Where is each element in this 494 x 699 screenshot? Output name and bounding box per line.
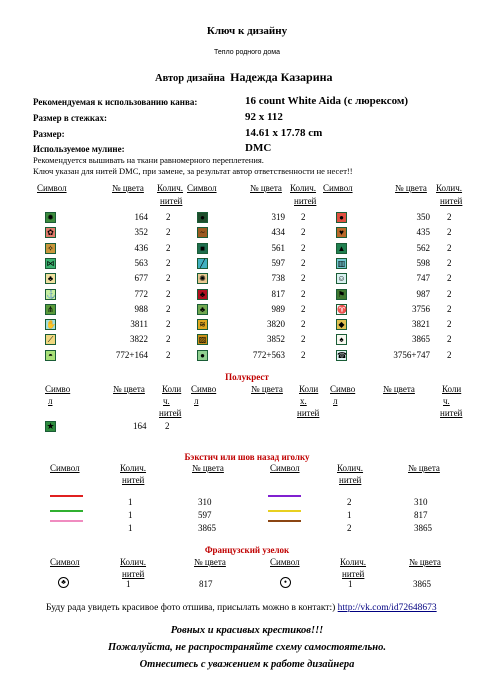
hc-kol-2c: нитей: [297, 408, 320, 418]
canvas-label: Рекомендуемая к использованию канва:: [33, 97, 198, 107]
grass-icon: ⋔: [45, 304, 56, 315]
smile-icon: ☺: [337, 274, 346, 283]
color-number: 3811: [130, 319, 148, 329]
bs-color-1: № цвета: [192, 463, 224, 473]
strand-count: 2: [166, 319, 171, 329]
flower-icon: ✿: [45, 227, 56, 238]
color-number: 435: [416, 227, 430, 237]
strand-count: 2: [447, 304, 452, 314]
fk-symbol-1: Символ: [50, 557, 80, 567]
floss-value: DMC: [245, 142, 272, 154]
strand-count: 2: [166, 227, 171, 237]
fk-color-2: № цвета: [409, 557, 441, 567]
strand-count: 2: [447, 350, 452, 360]
header-strands-3b: нитей: [440, 196, 463, 206]
contact-link[interactable]: http://vk.com/id72648673: [337, 603, 437, 613]
diagonal-icon: ╱: [197, 258, 208, 269]
zigzag-icon: ≋: [197, 319, 208, 330]
color-number: 562: [416, 243, 430, 253]
phone-icon: ☎: [337, 351, 347, 360]
bs-kol-2a: Колич.: [337, 463, 364, 473]
contact-line: [46, 603, 437, 613]
color-number: 3820: [267, 319, 285, 329]
hc-symbol-3a: Симво: [330, 384, 356, 394]
strand-count: 2: [301, 273, 306, 283]
header-color-3: № цвета: [395, 183, 427, 193]
strand-count: 2: [447, 258, 452, 268]
header-strands-1b: нитей: [160, 196, 183, 206]
header-strands-1a: Колич.: [157, 183, 184, 193]
star-icon: ★: [46, 421, 55, 431]
strand-count: 2: [447, 334, 452, 344]
fan-icon: ✺: [197, 273, 208, 284]
fk-symbol-2: Символ: [270, 557, 300, 567]
color-number: 3756: [412, 304, 430, 314]
fish-icon: ◆: [336, 319, 347, 330]
author-block: [155, 70, 333, 85]
bs-strands: 2: [347, 497, 352, 507]
color-number: 772+164: [115, 350, 148, 360]
heart-icon: ♥: [336, 227, 347, 238]
strand-count: 2: [301, 304, 306, 314]
tree-icon: ♣: [197, 304, 208, 315]
hc-kol-1b: ч.: [163, 396, 170, 406]
flag-icon: ⚑: [337, 290, 346, 299]
hc-kol-2b: х.: [300, 396, 307, 406]
book-icon: ▥: [337, 259, 346, 268]
hc-kol-2a: Коли: [299, 384, 319, 394]
bs-kol-2b: нитей: [339, 475, 362, 485]
strand-count: 2: [301, 227, 306, 237]
stripes-icon: ▨: [198, 335, 207, 344]
halfmoon-icon: ◓: [45, 350, 56, 361]
clover-icon: ♣: [58, 577, 69, 588]
header-strands-2a: Колич.: [290, 183, 317, 193]
strand-count: 2: [166, 243, 171, 253]
bs-color: 597: [198, 510, 212, 520]
fk-kol-1b: нитей: [122, 569, 145, 579]
header-symbol-2: Символ: [187, 183, 217, 193]
anchor-icon: ⚓: [46, 290, 56, 299]
feather-icon: ⟋: [45, 334, 56, 345]
fk-kol-1a: Колич.: [120, 557, 147, 567]
strand-count: 2: [447, 227, 452, 237]
strand-count: 2: [447, 273, 452, 283]
fk-left-strands: 1: [126, 579, 131, 589]
bs-strands: 2: [347, 523, 352, 533]
footer-line-3: Отнеситесь с уважением к работе дизайнера: [139, 659, 355, 670]
hc-symbol-1b: л: [48, 396, 53, 406]
author-name: Надежда Казарина: [230, 70, 333, 84]
hc-symbol-3b: л: [333, 396, 338, 406]
backstitch-line: [50, 495, 83, 497]
bs-symbol-2: Символ: [270, 463, 300, 473]
color-number: 164: [134, 212, 148, 222]
hc-kol-1a: Коли: [162, 384, 182, 394]
hc-color-1: № цвета: [113, 384, 145, 394]
bs-symbol-1: Символ: [50, 463, 80, 473]
color-number: 352: [134, 227, 148, 237]
hc-symbol-2b: л: [194, 396, 199, 406]
color-number: 772: [134, 289, 148, 299]
hc-kol-3c: нитей: [440, 408, 463, 418]
bs-strands: 1: [128, 523, 133, 533]
spade-icon: ♠: [336, 334, 347, 345]
bs-kol-1a: Колич.: [120, 463, 147, 473]
aries-icon: ♈: [337, 305, 347, 314]
color-number: 989: [271, 304, 285, 314]
fk-color-1: № цвета: [194, 557, 226, 567]
color-number: 988: [134, 304, 148, 314]
bs-color: 310: [198, 497, 212, 507]
author-label: Автор дизайна: [155, 73, 225, 84]
color-number: 597: [271, 258, 285, 268]
color-number: 738: [271, 273, 285, 283]
note-line-1: Рекомендуется вышивать на ткани равномерного переплетения.: [33, 155, 264, 165]
strand-count: 2: [447, 212, 452, 222]
target-icon: •: [280, 577, 291, 588]
stitches-value: 92 x 112: [245, 111, 283, 123]
bs-kol-1b: нитей: [122, 475, 145, 485]
page-subtitle: Тепло родного дома: [214, 49, 280, 56]
header-strands-3a: Колич.: [436, 183, 463, 193]
bs-color-2: № цвета: [408, 463, 440, 473]
strand-count: 2: [166, 289, 171, 299]
dot-icon: ●: [336, 212, 347, 223]
color-number: 319: [271, 212, 285, 222]
drop-icon: ●: [197, 212, 208, 223]
strand-count: 2: [447, 289, 452, 299]
sun-icon: ✹: [45, 212, 56, 223]
color-number: 3865: [412, 334, 430, 344]
strand-count: 2: [166, 304, 171, 314]
color-number: 3756+747: [393, 350, 430, 360]
backstitch-line: [50, 520, 83, 522]
color-number: 350: [416, 212, 430, 222]
header-symbol-3: Символ: [323, 183, 353, 193]
strand-count: 2: [166, 258, 171, 268]
floss-label: Используемое мулине:: [33, 144, 125, 154]
bs-strands: 1: [128, 497, 133, 507]
size-value: 14.61 x 17.78 cm: [245, 127, 323, 139]
bs-color: 3865: [198, 523, 216, 533]
bs-color: 817: [414, 510, 428, 520]
triangle-icon: ▲: [337, 244, 346, 253]
backstitch-line: [268, 510, 301, 512]
hc-color-3: № цвета: [383, 384, 415, 394]
hc-kol-1c: нитей: [159, 408, 182, 418]
backstitch-line: [268, 520, 301, 522]
fk-right-color: 3865: [413, 579, 431, 589]
strand-count: 2: [166, 334, 171, 344]
size-label: Размер:: [33, 129, 65, 139]
half-cross-title: Полукрест: [225, 372, 269, 382]
color-number: 677: [134, 273, 148, 283]
square-icon: ■: [197, 243, 208, 254]
hand-icon: ✋: [46, 320, 56, 329]
strand-count: 2: [447, 319, 452, 329]
footer-line-1: Ровных и красивых крестиков!!!: [170, 625, 324, 636]
hc-color-value: 164: [133, 421, 147, 431]
bs-color: 310: [414, 497, 428, 507]
bs-strands: 1: [128, 510, 133, 520]
strand-count: 2: [447, 243, 452, 253]
strand-count: 2: [301, 258, 306, 268]
backstitch-line: [268, 495, 301, 497]
header-strands-2b: нитей: [294, 196, 317, 206]
wave-icon: ~: [197, 227, 208, 238]
hc-color-2: № цвета: [251, 384, 283, 394]
fk-right-strands: 1: [348, 579, 353, 589]
color-number: 3821: [412, 319, 430, 329]
strand-count: 2: [166, 350, 171, 360]
color-number: 3852: [267, 334, 285, 344]
color-number: 817: [271, 289, 285, 299]
color-number: 434: [271, 227, 285, 237]
club-icon: ♣: [45, 273, 56, 284]
fk-kol-2a: Колич.: [340, 557, 367, 567]
color-number: 598: [416, 258, 430, 268]
hc-symbol-2a: Симво: [191, 384, 217, 394]
header-color-1: № цвета: [112, 183, 144, 193]
color-number: 561: [271, 243, 285, 253]
contact-text: Буду рада увидеть красивое фото отшива, присылать можно в контакт:): [46, 603, 336, 613]
dot-icon: ●: [197, 350, 208, 361]
color-number: 3822: [130, 334, 148, 344]
color-number: 436: [134, 243, 148, 253]
note-line-2: Ключ указан для нитей DMC, при замене, за результат автор ответственности не несет!!: [33, 166, 353, 176]
hc-kol-3b: ч.: [443, 396, 450, 406]
strand-count: 2: [301, 212, 306, 222]
strand-count: 2: [301, 319, 306, 329]
header-symbol-1: Символ: [37, 183, 67, 193]
page-title: Ключ к дизайну: [206, 25, 288, 37]
french-knot-title: Французский узелок: [204, 545, 290, 555]
header-color-2: № цвета: [250, 183, 282, 193]
color-number: 987: [416, 289, 430, 299]
backstitch-line: [50, 510, 83, 512]
hc-symbol-1a: Симво: [45, 384, 71, 394]
strand-count: 2: [301, 334, 306, 344]
hc-kol-3a: Коли: [442, 384, 462, 394]
tree-icon: ♣: [197, 289, 208, 300]
footer-line-2: Пожалуйста, не распространяйте схему самостоятельно.: [108, 642, 386, 653]
bowtie-icon: ⋈: [46, 259, 55, 268]
bs-strands: 1: [347, 510, 352, 520]
strand-count: 2: [301, 243, 306, 253]
star4-icon: ✧: [45, 243, 56, 254]
strand-count: 2: [166, 212, 171, 222]
color-number: 747: [416, 273, 430, 283]
canvas-value: 16 count White Aida (с люрексом): [245, 95, 409, 107]
fk-left-color: 817: [199, 579, 213, 589]
stitches-label: Размер в стежках:: [33, 113, 107, 123]
strand-count: 2: [301, 289, 306, 299]
bs-color: 3865: [414, 523, 432, 533]
hc-strands-value: 2: [165, 421, 170, 431]
color-number: 772+563: [252, 350, 285, 360]
backstitch-title: Бэкстич или шов назад иголку: [184, 452, 310, 462]
color-number: 563: [134, 258, 148, 268]
fk-kol-2b: нитей: [342, 569, 365, 579]
strand-count: 2: [301, 350, 306, 360]
strand-count: 2: [166, 273, 171, 283]
